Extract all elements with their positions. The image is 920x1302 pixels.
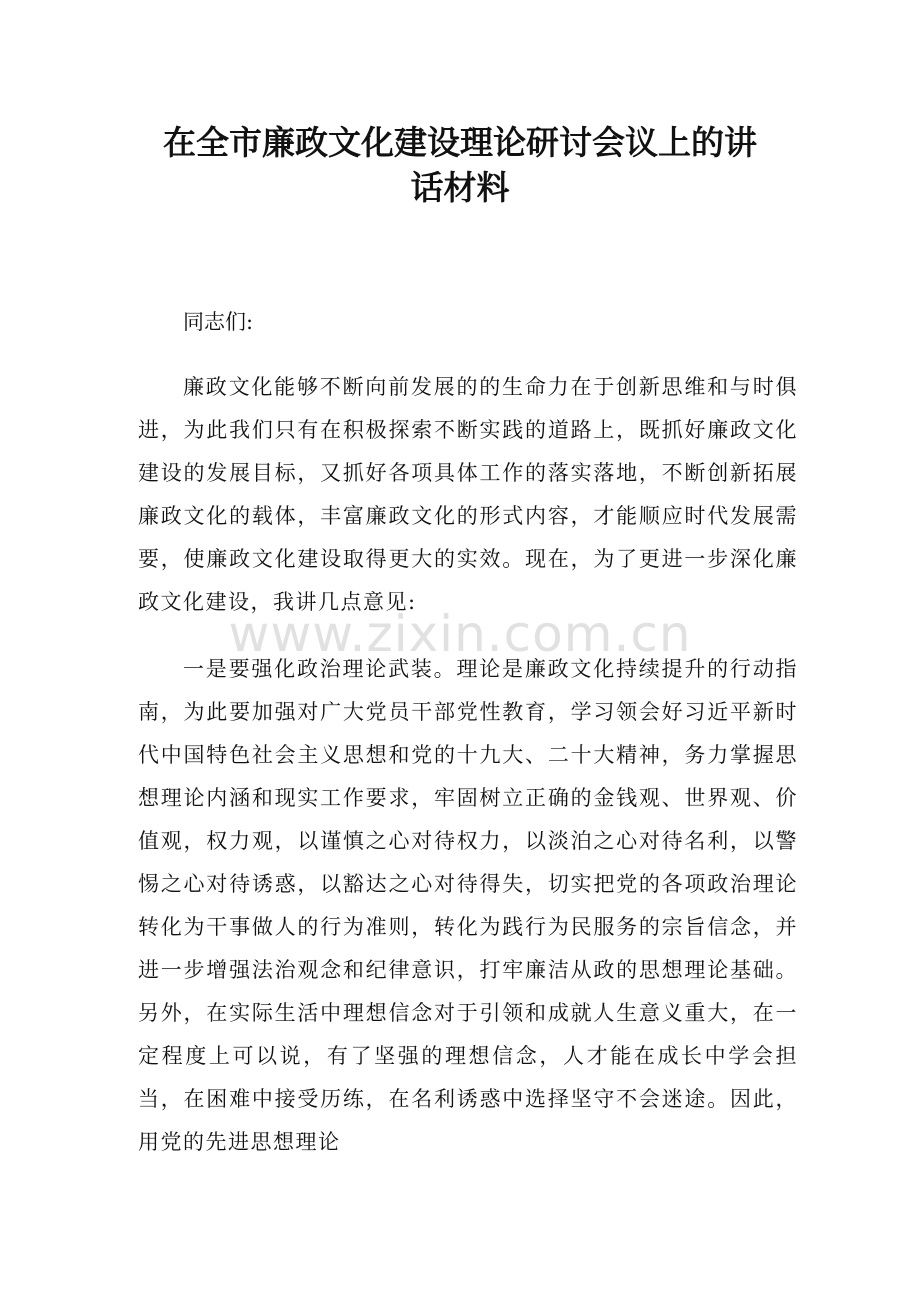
- title-line-1: 在全市廉政文化建设理论研讨会议上的讲: [163, 123, 757, 162]
- salutation: 同志们:: [183, 310, 254, 334]
- document-title: [120, 120, 800, 210]
- watermark: www.zixin.com.cn: [228, 605, 692, 663]
- paragraph-intro: 廉政文化能够不断向前发展的的生命力在于创新思维和与时俱进，为此我们只有在积极探索不断实践的道路上，既抓好廉政文化建设的发展目标，又抓好各项具体工作的落实落地，不断创新拓展廉政文化的载体，丰富廉政文化的形式内容，才能顺应时代发展需要，使廉政文化建设取得更大的实效。现在，为了更进一步深化廉政文化建设，我讲几点意见:: [138, 375, 798, 614]
- title-line-2: 话材料: [410, 168, 510, 207]
- paragraph-point-one: 一是要强化政治理论武装。理论是廉政文化持续提升的行动指南，为此要加强对广大党员干部党性教育，学习领会好习近平新时代中国特色社会主义思想和党的十九大、二十大精神，务力掌握思想理论内涵和现实工作要求，牢固树立正确的金钱观、世界观、价值观，权力观，以谨慎之心对待权力，以淡泊之心对待名利，以警惕之心对待诱惑，以豁达之心对待得失，切实把党的各项政治理论转化为干事做人的行为准则，转化为践行为民服务的宗旨信念，并进一步增强法治观念和纪律意识，打牢廉洁从政的思想理论基础。另外，在实际生活中理想信念对于引领和成就人生意义重大，在一定程度上可以说，有了坚强的理想信念，人才能在成长中学会担当，在困难中接受历练，在名利诱惑中选择坚守不会迷途。因此，用党的先进思想理论: [138, 657, 798, 1154]
